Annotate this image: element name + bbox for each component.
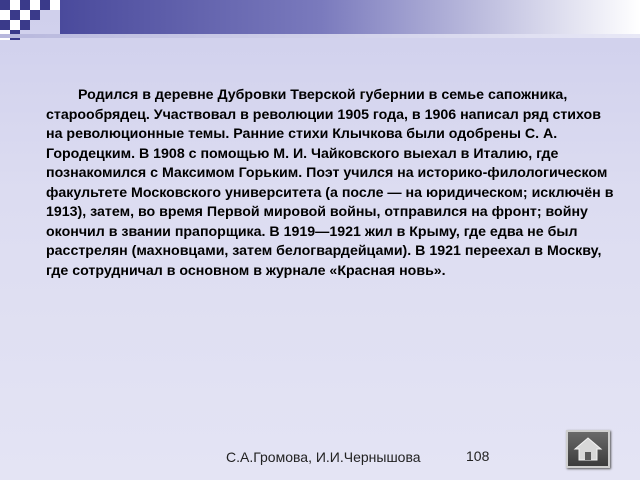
page-number: 108 <box>466 448 490 464</box>
header-divider <box>0 34 640 38</box>
header-gradient-bar <box>60 0 640 34</box>
home-button[interactable] <box>566 430 610 468</box>
home-icon <box>573 436 603 462</box>
footer-author: С.А.Громова, И.И.Чернышова <box>226 449 421 465</box>
biography-paragraph: Родился в деревне Дубровки Тверской губернии в семье сапожника, старообрядец. Участвовал в революции 1905 года, в 1906 написал ряд стихов на революционные темы. Ранние стихи Клычкова были одобрены С. А. Городецким. В 1908 с помощью М. И. Чайковского выехал в Италию, где познакомился с Максимом Горьким. Поэт учился на историко-филологическом факультете Московского университета (а после — на юридическом; исключён в 1913), затем, во время Первой мировой войны, отправился на фронт; войну окончил в звании прапорщика. В 1919—1921 жил в Крыму, где едва не был расстрелян (махновцами, затем белогвардейцами). В 1921 переехал в Москву, где сотрудничал в основном в журнале «Красная новь». <box>46 87 614 279</box>
